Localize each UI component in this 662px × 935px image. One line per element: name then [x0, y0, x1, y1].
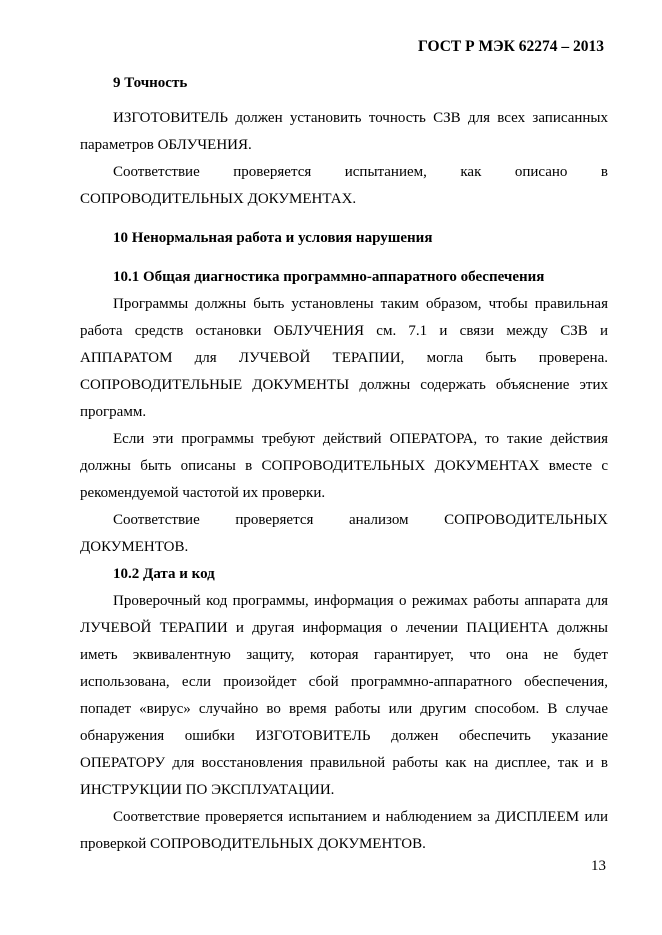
section-10-1-paragraph-2: Если эти программы требуют действий ОПЕРАТОРА, то такие действия должны быть описаны в СОПРОВОДИТЕЛЬНЫХ ДОКУМЕНТАХ вместе с рекомендуемой частотой их проверки. — [80, 431, 608, 501]
section-10-1-paragraph-1b: СОПРОВОДИТЕЛЬНЫЕ ДОКУМЕНТЫ должны содержать объяснение этих программ. — [80, 377, 608, 420]
section-10-2-heading: 10.2 Дата и код — [113, 566, 215, 582]
section-9-heading: 9 Точность — [113, 75, 188, 91]
section-9-paragraph-2-line-2: СОПРОВОДИТЕЛЬНЫХ ДОКУМЕНТАХ. — [80, 191, 357, 207]
section-10-heading: 10 Ненормальная работа и условия нарушения — [113, 230, 433, 246]
section-9-paragraph-1: ИЗГОТОВИТЕЛЬ должен установить точность СЗВ для всех записанных параметров ОБЛУЧЕНИЯ. — [80, 110, 608, 153]
page-body — [80, 70, 608, 858]
section-10-1-paragraph-3-line-1: Соответствие проверяется анализом СОПРОВОДИТЕЛЬНЫХ — [113, 512, 608, 528]
section-10-1-paragraph-3-line-2: ДОКУМЕНТОВ. — [80, 539, 189, 555]
page-number: 13 — [591, 858, 606, 874]
section-10-2-paragraph-1: Проверочный код программы, информация о режимах работы аппарата для ЛУЧЕВОЙ ТЕРАПИИ и другая информация о лечении ПАЦИЕНТА должны иметь эквивалентную защиту, которая гарантирует, что она не будет использована, если произойдет сбой программно-аппаратного обеспечения, попадет «вирус» случайно во время работы или другим способом. В случае обнаружения ошибки ИЗГОТОВИТЕЛЬ должен обеспечить указание ОПЕРАТОРУ для восстановления правильной работы как на дисплее, так и в ИНСТРУКЦИИ ПО ЭКСПЛУАТАЦИИ. — [80, 593, 608, 798]
section-10-2-paragraph-2: Соответствие проверяется испытанием и наблюдением за ДИСПЛЕЕМ или проверкой СОПРОВОДИТЕЛЬНЫХ ДОКУМЕНТОВ. — [80, 809, 608, 852]
document-header: ГОСТ Р МЭК 62274 – 2013 — [418, 38, 604, 55]
section-10-1-heading: 10.1 Общая диагностика программно-аппаратного обеспечения — [113, 269, 545, 285]
section-9-paragraph-2-line-1: Соответствие проверяется испытанием, как описано в — [113, 164, 608, 180]
section-10-1-paragraph-1a: Программы должны быть установлены таким образом, чтобы правильная работа средств остановки ОБЛУЧЕНИЯ см. 7.1 и связи между СЗВ и АППАРАТОМ для ЛУЧЕВОЙ ТЕРАПИИ, могла быть проверена. — [80, 296, 608, 366]
